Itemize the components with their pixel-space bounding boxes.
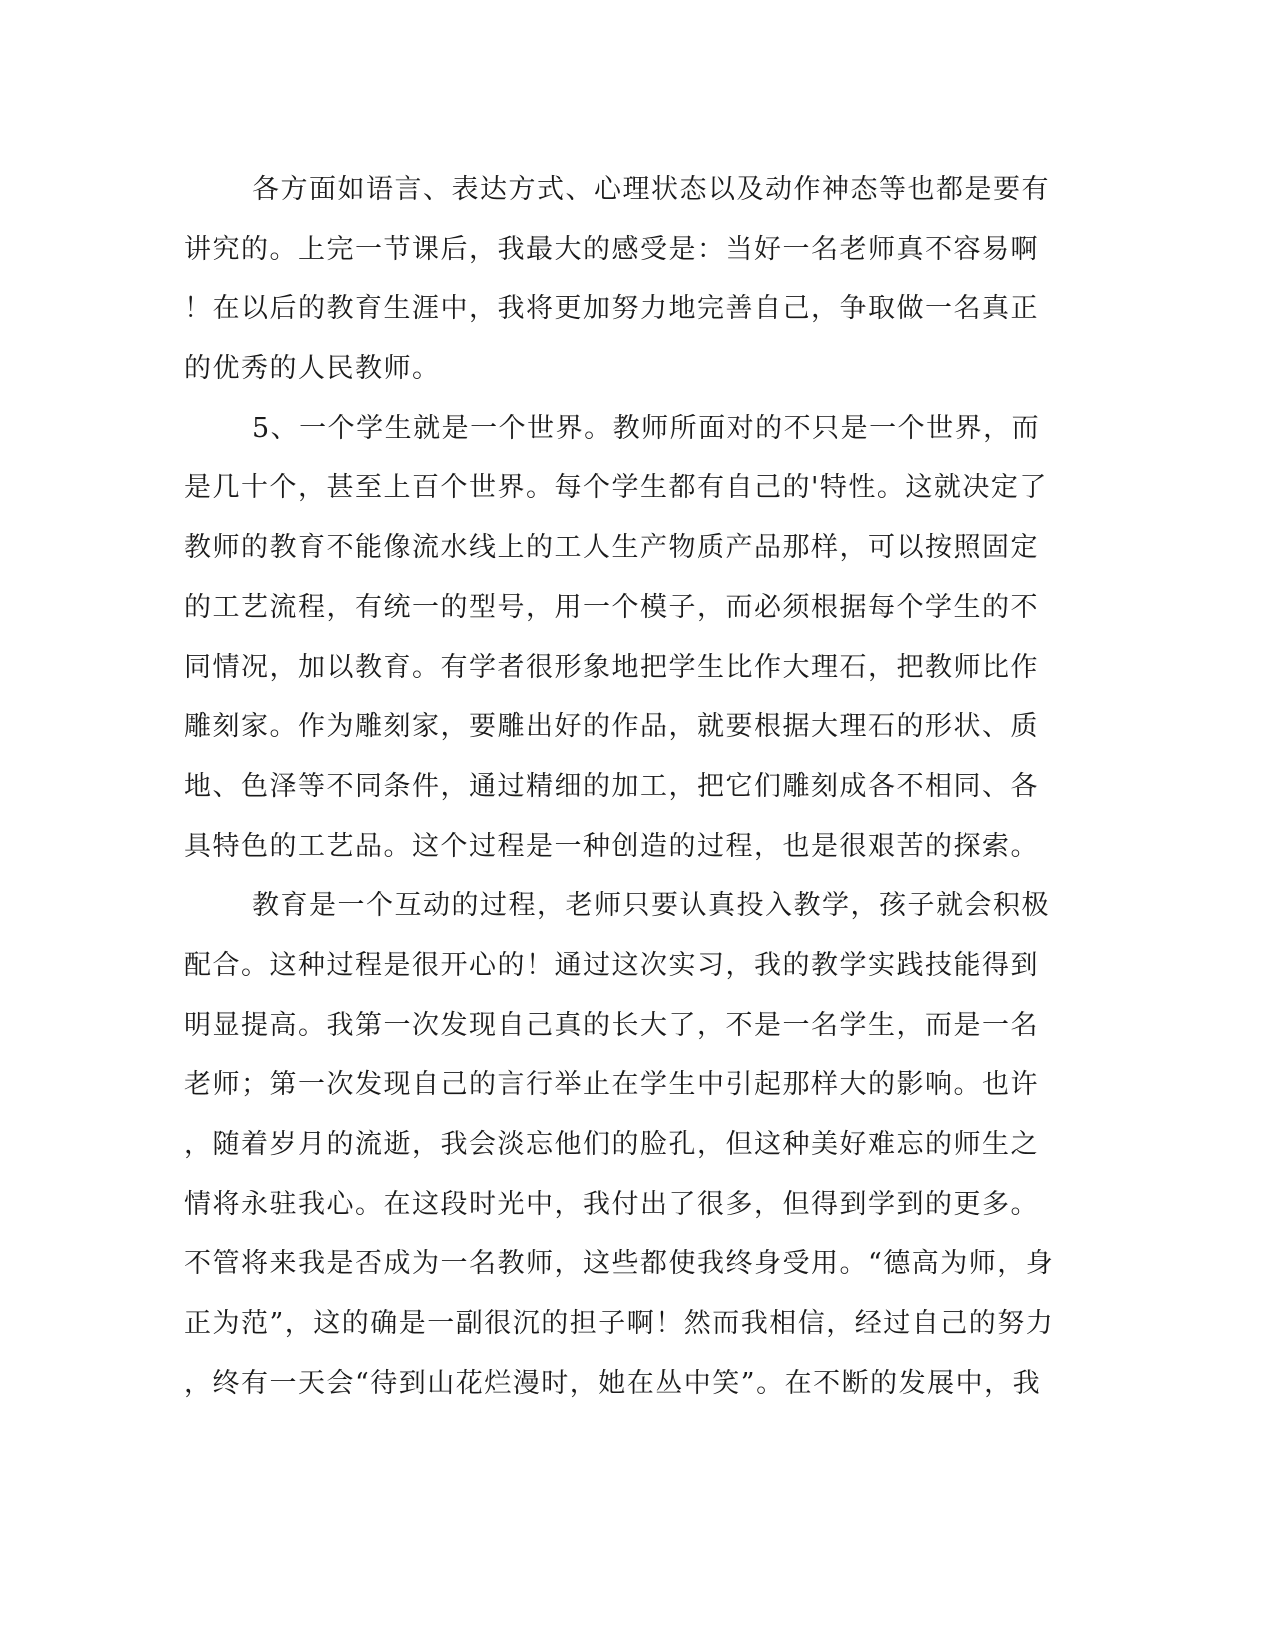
paragraph-line: 具特色的工艺品。这个过程是一种创造的过程，也是很艰苦的探索。 [184,830,1039,862]
paragraph-line: 不管将来我是否成为一名教师，这些都使我终身受用。“德高为师，身 [184,1248,1055,1280]
paragraph-line: 教育是一个互动的过程，老师只要认真投入教学，孩子就会积极 [252,890,1050,922]
paragraph-line: ，终有一天会“待到山花烂漫时，她在丛中笑”。在不断的发展中，我 [184,1367,1042,1399]
paragraph-line: 的优秀的人民教师。 [184,353,441,385]
paragraph-line: 各方面如语言、表达方式、心理状态以及动作神态等也都是要有 [252,174,1050,205]
paragraph-line: 教师的教育不能像流水线上的工人生产物质产品那样，可以按照固定 [184,532,1039,564]
paragraph-line: 老师；第一次发现自己的言行举止在学生中引起那样大的影响。也许 [184,1069,1039,1101]
paragraph-line: 正为范”，这的确是一副很沉的担子啊！然而我相信，经过自己的努力 [184,1308,1055,1340]
paragraph-line: 的工艺流程，有统一的型号，用一个模子，而必须根据每个学生的不 [184,591,1039,623]
paragraph-line: 5、一个学生就是一个世界。教师所面对的不只是一个世界，而 [252,412,1041,444]
body-text [184,160,1084,1413]
paragraph-line: 情将永驻我心。在这段时光中，我付出了很多，但得到学到的更多。 [184,1188,1039,1220]
paragraph-line: ，随着岁月的流逝，我会淡忘他们的脸孔，但这种美好难忘的师生之 [184,1129,1039,1160]
paragraph-line: 是几十个，甚至上百个世界。每个学生都有自己的'特性。这就决定了 [184,472,1048,504]
paragraph-line: 地、色泽等不同条件，通过精细的加工，把它们雕刻成各不相同、各 [184,770,1039,802]
paragraph-line: 雕刻家。作为雕刻家，要雕出好的作品，就要根据大理石的形状、质 [184,711,1039,743]
paragraph-line: 明显提高。我第一次发现自己真的长大了，不是一名学生，而是一名 [184,1009,1039,1041]
paragraph-line: 配合。这种过程是很开心的！通过这次实习，我的教学实践技能得到 [184,949,1039,981]
paragraph-line: 讲究的。上完一节课后，我最大的感受是：当好一名老师真不容易啊 [184,233,1039,265]
paragraph-line: ！在以后的教育生涯中，我将更加努力地完善自己，争取做一名真正 [184,293,1039,325]
paragraph-line: 同情况，加以教育。有学者很形象地把学生比作大理石，把教师比作 [184,651,1039,683]
